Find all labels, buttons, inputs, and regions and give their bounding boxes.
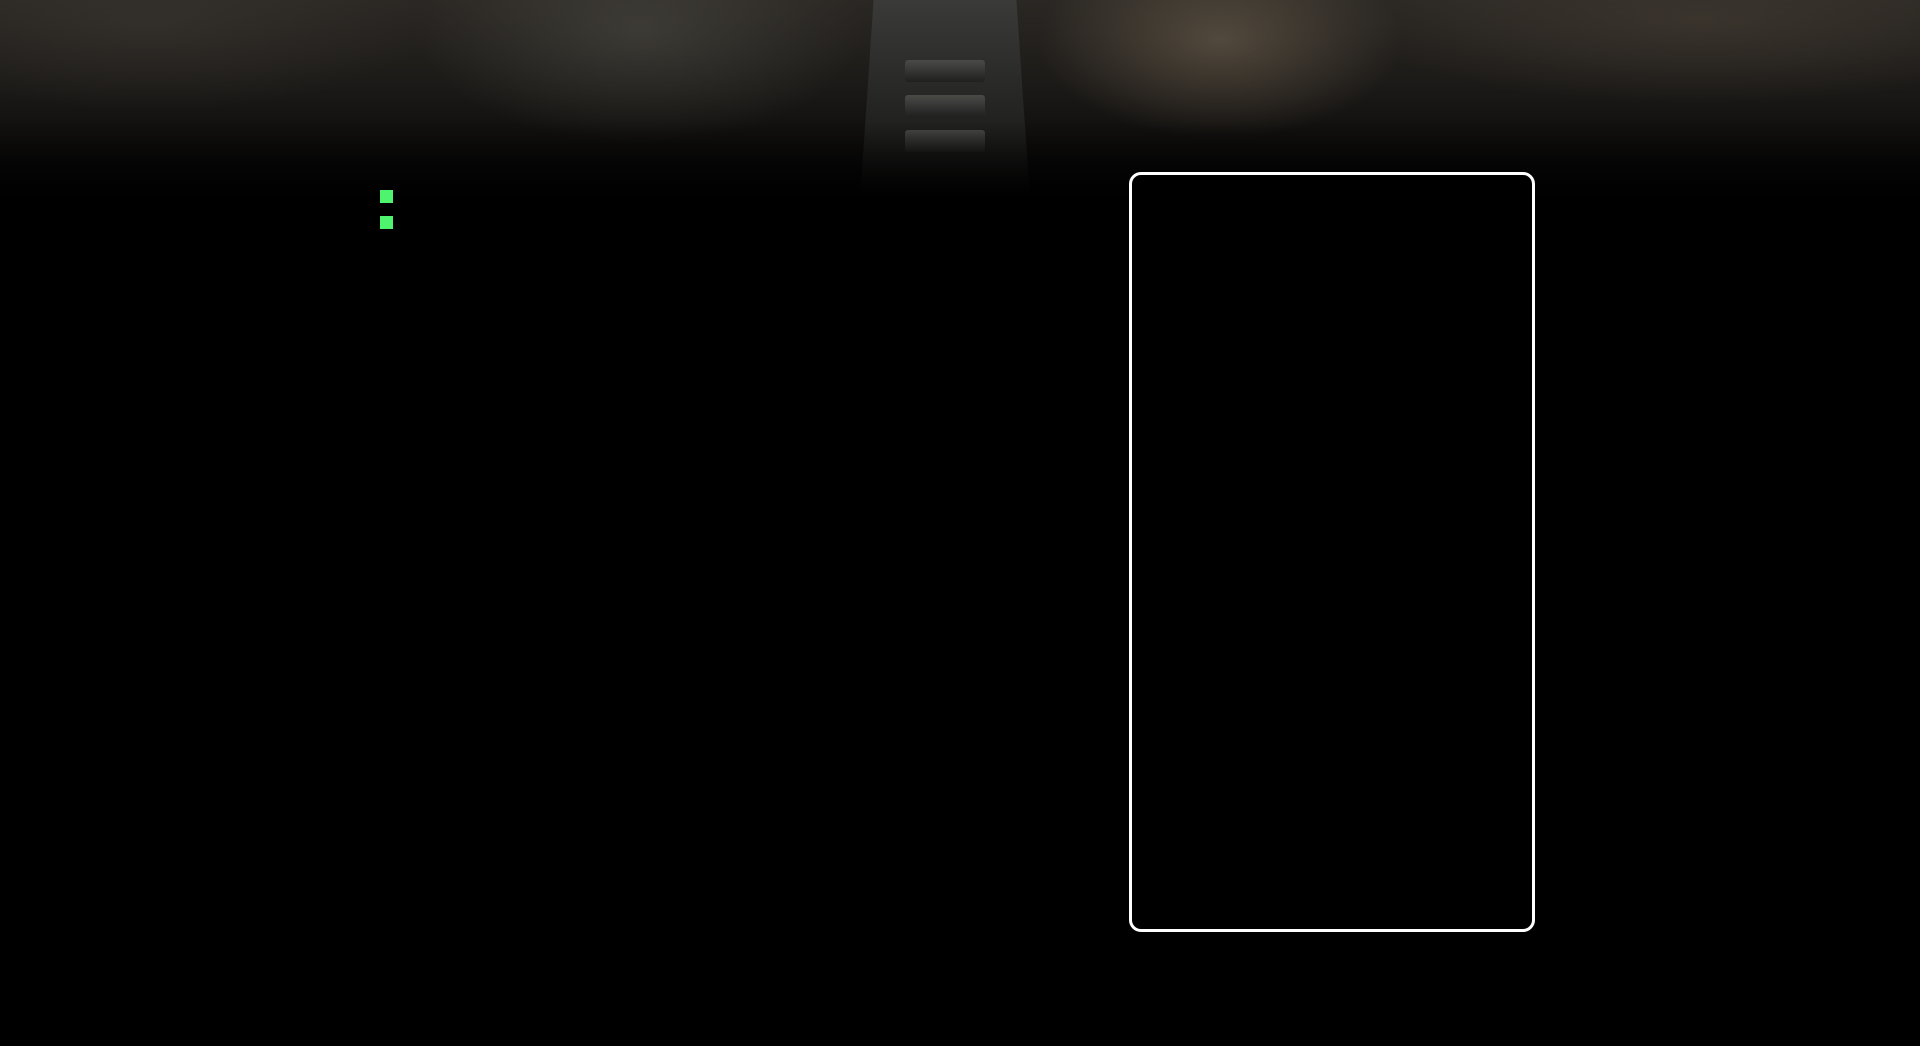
square-bullet-icon	[380, 216, 393, 229]
rail-slot	[905, 60, 985, 82]
hero-background-image	[0, 0, 1920, 210]
crosshair-card	[1129, 172, 1535, 932]
square-bullet-icon	[380, 190, 393, 203]
rail-slot	[905, 95, 985, 117]
case-study-text	[380, 182, 1000, 208]
